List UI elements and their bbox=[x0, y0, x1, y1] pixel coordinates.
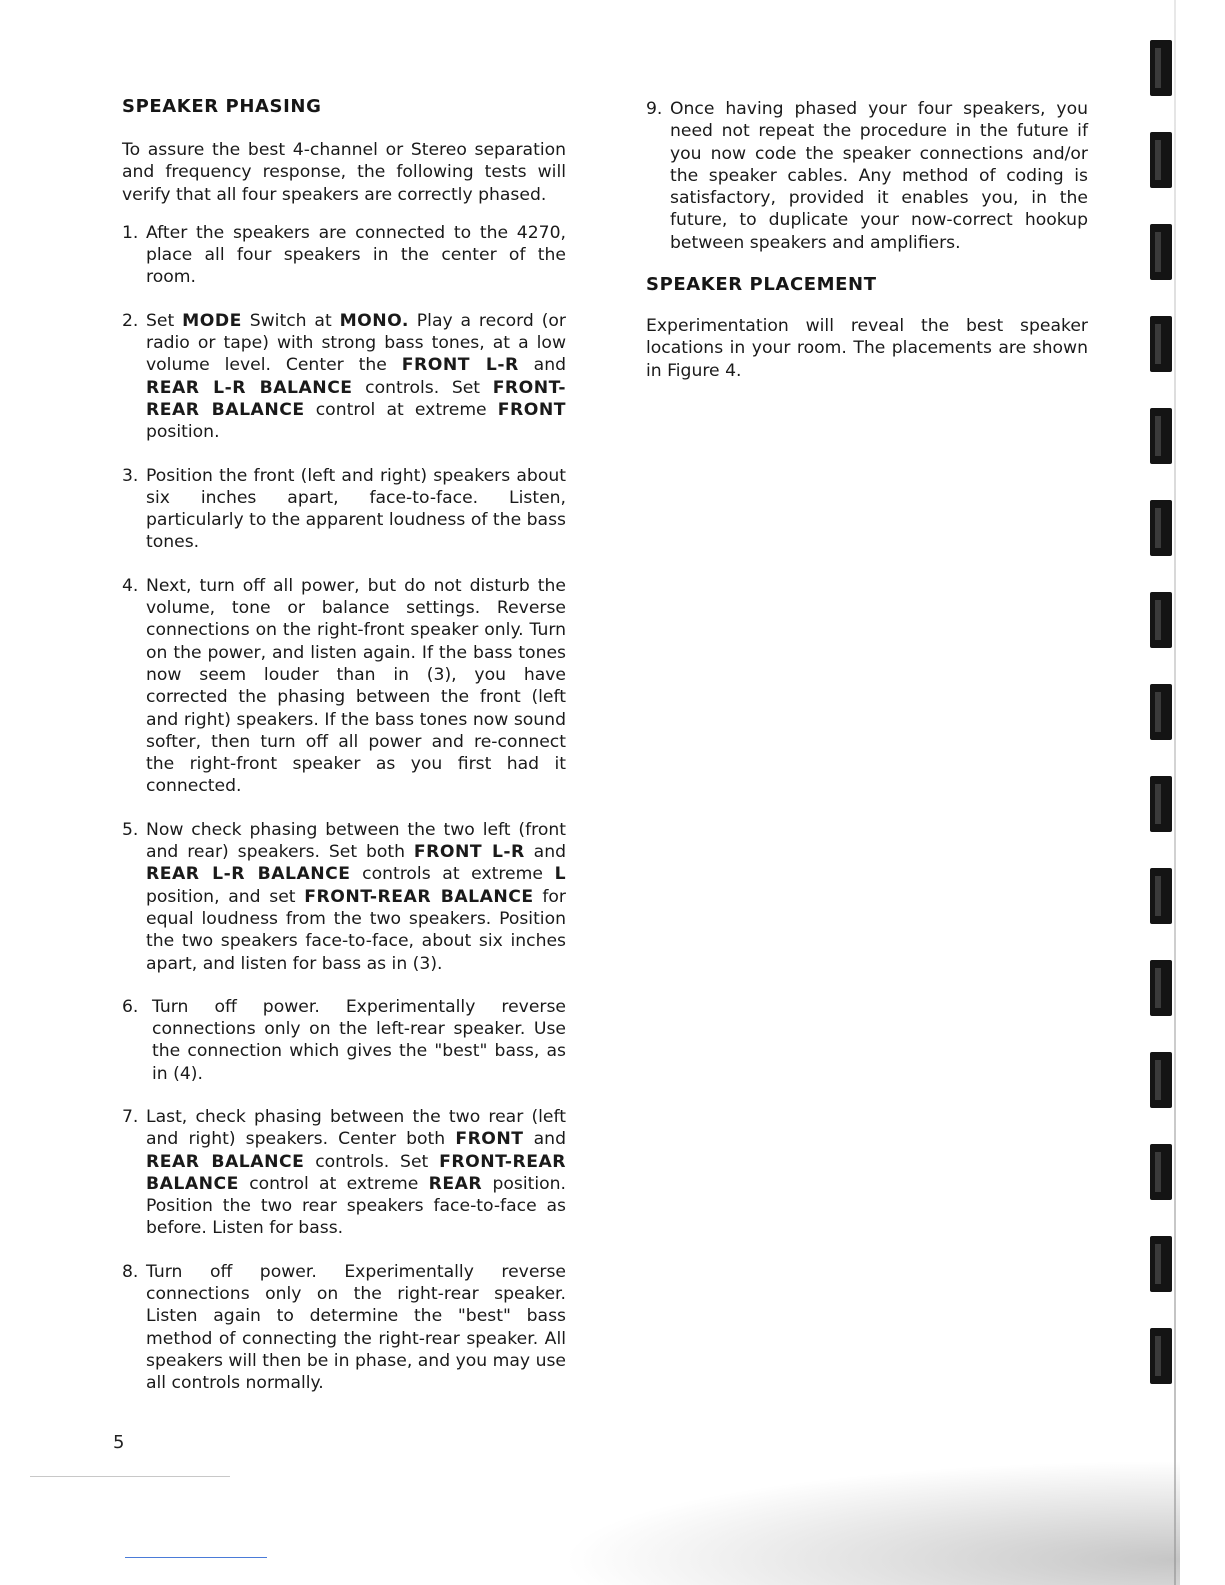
step-text: Play a record (or radio or tape) with strong bass tones, at a low volume level. Center the bbox=[146, 310, 566, 376]
binding-hole bbox=[1150, 776, 1172, 832]
step-text: Position the front (left and right) speakers about six inches apart, face-to-face. Listen, particularly to the apparent loudness of the bass tones. bbox=[146, 465, 566, 553]
step-number: 1. bbox=[122, 222, 139, 243]
binding-hole bbox=[1150, 1144, 1172, 1200]
step-text: Next, turn off all power, but do not disturb the volume, tone or balance settings. Reverse connections on the right-front speaker only. Turn on the power, and listen again. If the bass tones now seem louder than in (3), you have corrected the phasing between the front (left and right) speakers. If the bass tones now sound softer, then turn off all power and re-connect the right-front speaker as you first had it connected. bbox=[146, 575, 566, 797]
control-name: FRONT-REAR BALANCE bbox=[304, 886, 534, 907]
step-text: Turn off power. Experimentally reverse connections only on the left-rear speaker. Use the connection which gives the "best" bass, as in (4). bbox=[152, 996, 566, 1084]
step-item bbox=[122, 1261, 566, 1395]
step-item bbox=[122, 1106, 566, 1240]
binding-hole bbox=[1150, 224, 1172, 280]
control-name: REAR bbox=[428, 1173, 483, 1194]
step-item bbox=[122, 465, 566, 554]
binding-hole bbox=[1150, 408, 1172, 464]
phasing-steps-list bbox=[122, 222, 566, 1395]
continued-steps-list bbox=[646, 98, 1088, 254]
control-name: REAR L-R BALANCE bbox=[146, 864, 351, 885]
binding-hole bbox=[1150, 960, 1172, 1016]
step-text: control at extreme bbox=[238, 1173, 429, 1194]
step-number: 9. bbox=[646, 99, 663, 119]
step-text: position. bbox=[146, 422, 220, 443]
page-number: 5 bbox=[113, 1432, 125, 1453]
section-heading-speaker-phasing: SPEAKER PHASING bbox=[122, 96, 322, 117]
control-name: FRONT L-R bbox=[413, 842, 525, 863]
binding-hole bbox=[1150, 868, 1172, 924]
spiral-binding bbox=[1150, 40, 1190, 1460]
step-item bbox=[122, 575, 566, 798]
step-text: and bbox=[523, 1129, 566, 1150]
section-heading-speaker-placement: SPEAKER PLACEMENT bbox=[646, 274, 877, 296]
binding-hole bbox=[1150, 684, 1172, 740]
step-item bbox=[122, 310, 566, 444]
step-item bbox=[122, 996, 566, 1085]
step-text: Set bbox=[146, 310, 183, 331]
step-text: After the speakers are connected to the 4270, place all four speakers in the center of the room. bbox=[146, 222, 566, 288]
control-name: FRONT-REAR BALANCE bbox=[146, 1151, 566, 1194]
left-column bbox=[122, 96, 566, 1416]
step-text: position, and set bbox=[146, 886, 305, 907]
binding-hole bbox=[1150, 592, 1172, 648]
step-item bbox=[646, 98, 1088, 254]
binding-hole bbox=[1150, 1328, 1172, 1384]
control-name: FRONT L-R bbox=[401, 355, 519, 376]
control-name: MODE bbox=[182, 310, 242, 331]
step-text: and bbox=[518, 355, 566, 376]
step-number: 8. bbox=[122, 1261, 139, 1282]
binding-hole bbox=[1150, 132, 1172, 188]
step-item bbox=[122, 222, 566, 289]
step-text: Switch at bbox=[241, 310, 340, 331]
scan-artifact bbox=[125, 1557, 267, 1558]
binding-hole bbox=[1150, 1236, 1172, 1292]
binding-hole bbox=[1150, 1052, 1172, 1108]
intro-paragraph: To assure the best 4-channel or Stereo separation and frequency response, the following tests will verify that all four speakers are correctly phased. bbox=[122, 140, 566, 205]
control-name: MONO. bbox=[339, 310, 409, 331]
step-text: Once having phased your four speakers, you need not repeat the procedure in the future if you now code the speaker connections and/or the speaker cables. Any method of coding is satisfactory, provided it enables you, in the future, to duplicate your now-correct hookup between speakers and amplifiers. bbox=[670, 99, 1088, 253]
control-name: REAR BALANCE bbox=[146, 1151, 305, 1172]
control-name: FRONT bbox=[497, 399, 566, 420]
step-number: 6. bbox=[122, 996, 139, 1017]
binding-hole bbox=[1150, 40, 1172, 96]
step-text: Now check phasing between the two left (front and rear) speakers. Set both bbox=[146, 819, 566, 863]
binding-hole bbox=[1150, 500, 1172, 556]
control-name: REAR L-R BALANCE bbox=[146, 377, 353, 398]
step-text: controls. Set bbox=[352, 377, 493, 398]
step-text: and bbox=[524, 842, 566, 863]
placement-paragraph: Experimentation will reveal the best speaker locations in your room. The placements are shown in Figure 4. bbox=[646, 316, 1088, 381]
binding-hole bbox=[1150, 316, 1172, 372]
step-number: 4. bbox=[122, 575, 139, 596]
control-name: L bbox=[554, 864, 567, 885]
control-name: FRONT-REAR BALANCE bbox=[146, 377, 566, 420]
scan-artifact bbox=[30, 1476, 230, 1477]
step-number: 2. bbox=[122, 310, 139, 331]
step-number: 3. bbox=[122, 465, 139, 486]
step-text: controls at extreme bbox=[350, 864, 555, 885]
step-text: for equal loudness from the two speakers. Position the two speakers face-to-face, about six inches apart, and listen for bass as in (3). bbox=[146, 886, 566, 974]
step-item bbox=[122, 819, 566, 975]
right-column bbox=[646, 98, 1088, 382]
step-text: control at extreme bbox=[304, 399, 498, 420]
page-shadow bbox=[560, 1460, 1180, 1585]
step-text: controls. Set bbox=[304, 1151, 440, 1172]
step-text: Last, check phasing between the two rear (left and right) speakers. Center both bbox=[146, 1106, 566, 1150]
step-number: 5. bbox=[122, 819, 139, 840]
step-number: 7. bbox=[122, 1106, 139, 1127]
control-name: FRONT bbox=[455, 1129, 524, 1150]
step-text: position. Position the two rear speakers face-to-face as before. Listen for bass. bbox=[146, 1173, 566, 1239]
step-text: Turn off power. Experimentally reverse connections only on the right-rear speaker. Listen again to determine the "best" bass method of connecting the right-rear speaker. All speakers will then be in phase, and you may use all controls normally. bbox=[146, 1261, 566, 1394]
